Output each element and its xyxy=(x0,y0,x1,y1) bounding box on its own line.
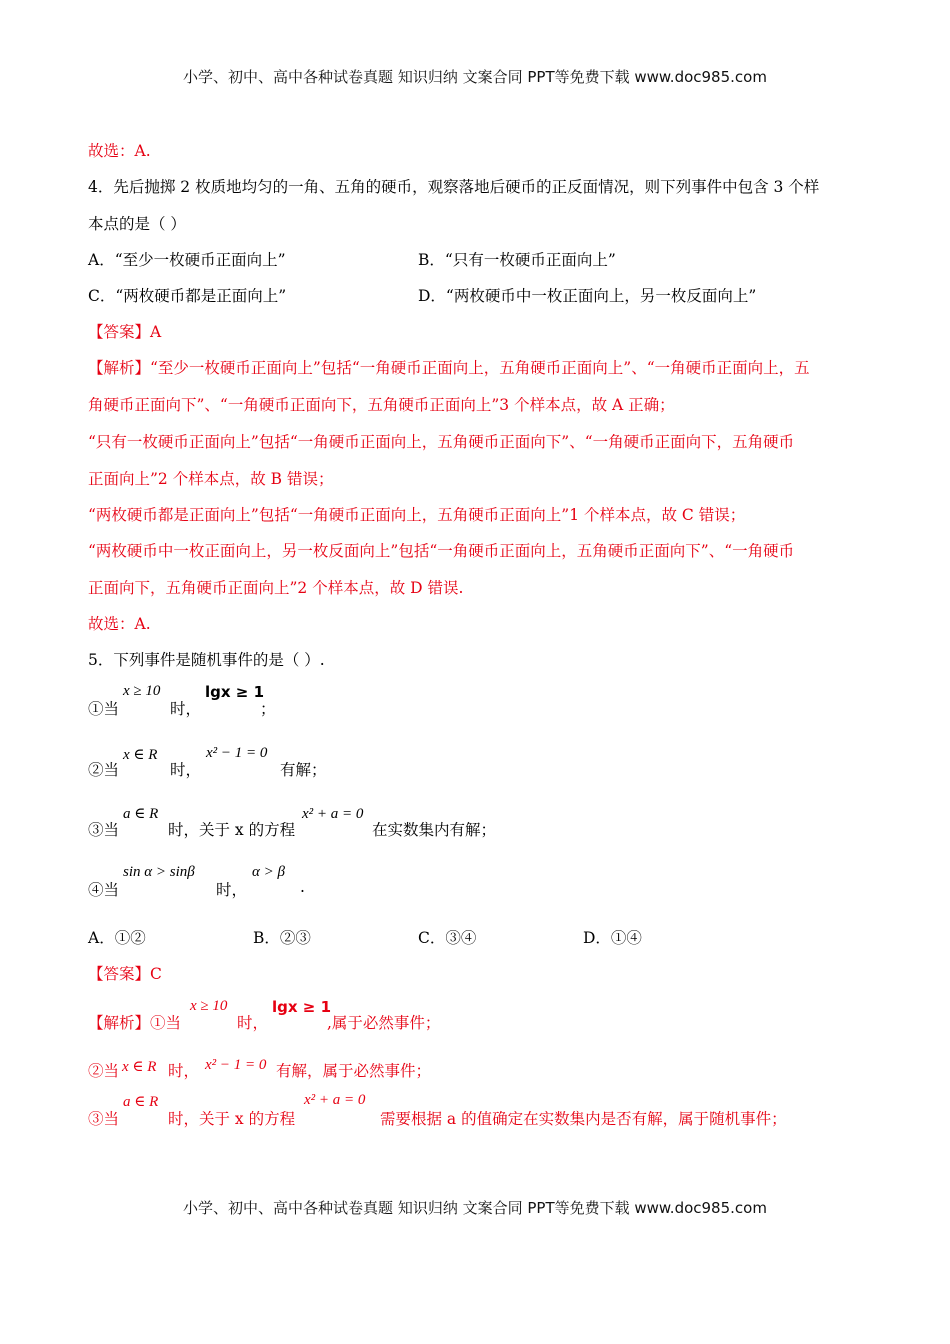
q5-item4-prefix: ④当 xyxy=(88,881,120,899)
q4-option-a: A．“至少一枚硬币正面向上” xyxy=(88,251,286,269)
q5-item4-end: . xyxy=(300,878,305,896)
q5-item1-mid: 时， xyxy=(170,700,202,718)
q4-analysis-line: “只有一枚硬币正面向上”包括“一角硬币正面向上，五角硬币正面向下”、“一角硬币正面向下，五角硬币 xyxy=(88,433,795,451)
q5-analysis1-expression: lgx ≥ 1 xyxy=(272,998,332,1016)
q4-analysis-line: 正面向上”2 个样本点，故 B 错误； xyxy=(88,470,334,488)
q5-analysis2-expression: x² − 1 = 0 xyxy=(205,1057,267,1073)
q5-item1-end: ； xyxy=(260,700,276,718)
q5-item4-expression: α > β xyxy=(252,864,285,880)
q5-item2-condition: x ∈ R xyxy=(123,747,158,763)
q4-analysis-line: “两枚硬币中一枚正面向上，另一枚反面向上”包括“一角硬币正面向上，五角硬币正面向下”、“一角硬币 xyxy=(88,542,795,560)
q5-item2-mid: 时， xyxy=(170,761,202,779)
q5-item1-condition: x ≥ 10 xyxy=(123,683,161,699)
q4-option-c: C．“两枚硬币都是正面向上” xyxy=(88,287,287,305)
q5-item2-prefix: ②当 xyxy=(88,761,120,779)
q5-item2-end: 有解； xyxy=(280,761,327,779)
q4-analysis-line: 角硬币正面向下”、“一角硬币正面向下，五角硬币正面向上”3 个样本点，故 A 正确； xyxy=(88,396,675,414)
q5-item3-end: 在实数集内有解； xyxy=(372,821,497,839)
q5-analysis1-condition: x ≥ 10 xyxy=(190,998,228,1014)
q4-answer: 【答案】A xyxy=(88,323,162,341)
q4-conclusion: 故选：A. xyxy=(88,615,151,633)
q5-item3-condition: a ∈ R xyxy=(123,806,159,822)
q5-analysis2-end: 有解，属于必然事件； xyxy=(276,1062,432,1080)
q5-analysis1-end: ,属于必然事件； xyxy=(327,1014,441,1032)
q5-analysis3-condition: a ∈ R xyxy=(123,1094,159,1110)
q5-analysis2-mid: 时， xyxy=(168,1062,200,1080)
q5-item1-prefix: ①当 xyxy=(88,700,120,718)
q5-option-b: B．②③ xyxy=(253,929,311,947)
q5-stem: 5．下列事件是随机事件的是（ ）. xyxy=(88,651,325,669)
q5-analysis3-prefix: ③当 xyxy=(88,1110,120,1128)
q5-analysis2-condition: x ∈ R xyxy=(122,1059,157,1075)
q5-analysis1-mid: 时， xyxy=(237,1014,269,1032)
q5-item1-expression: lgx ≥ 1 xyxy=(205,683,265,701)
q5-analysis3-expression: x² + a = 0 xyxy=(304,1092,366,1108)
q4-analysis-line: 正面向下，五角硬币正面向上”2 个样本点，故 D 错误. xyxy=(88,579,464,597)
q4-stem-line2: 本点的是（ ） xyxy=(88,215,186,233)
page-header: 小学、初中、高中各种试卷真题 知识归纳 文案合同 PPT等免费下载 www.doc985.com xyxy=(183,68,767,86)
q5-analysis2-prefix: ②当 xyxy=(88,1062,120,1080)
page-footer: 小学、初中、高中各种试卷真题 知识归纳 文案合同 PPT等免费下载 www.doc985.com xyxy=(183,1199,767,1217)
q4-analysis-line: “两枚硬币都是正面向上”包括“一角硬币正面向上，五角硬币正面向上”1 个样本点，故 C 错误； xyxy=(88,506,746,524)
q5-option-a: A．①② xyxy=(88,929,146,947)
q4-option-d: D．“两枚硬币中一枚正面向上，另一枚反面向上” xyxy=(418,287,757,305)
q3-conclusion: 故选：A. xyxy=(88,142,151,160)
q5-item4-condition: sin α > sinβ xyxy=(123,864,195,880)
q5-item3-mid: 时，关于 x 的方程 xyxy=(168,821,296,839)
q5-item3-expression: x² + a = 0 xyxy=(302,806,364,822)
q5-answer: 【答案】C xyxy=(88,965,162,983)
q5-option-c: C．③④ xyxy=(418,929,477,947)
q4-option-b: B．“只有一枚硬币正面向上” xyxy=(418,251,616,269)
q5-item4-mid: 时， xyxy=(216,881,248,899)
q4-stem-line1: 4．先后抛掷 2 枚质地均匀的一角、五角的硬币，观察落地后硬币的正反面情况，则下列事件中包含 3 个样 xyxy=(88,178,820,196)
q5-option-d: D．①④ xyxy=(583,929,642,947)
q5-analysis1-prefix: 【解析】①当 xyxy=(88,1014,182,1032)
q4-analysis-line: 【解析】“至少一枚硬币正面向上”包括“一角硬币正面向上，五角硬币正面向上”、“一角硬币正面向上，五 xyxy=(88,359,810,377)
q5-analysis3-mid: 时，关于 x 的方程 xyxy=(168,1110,296,1128)
q5-item2-expression: x² − 1 = 0 xyxy=(206,745,268,761)
q5-analysis3-end: 需要根据 a 的值确定在实数集内是否有解，属于随机事件； xyxy=(380,1110,787,1128)
q5-item3-prefix: ③当 xyxy=(88,821,120,839)
